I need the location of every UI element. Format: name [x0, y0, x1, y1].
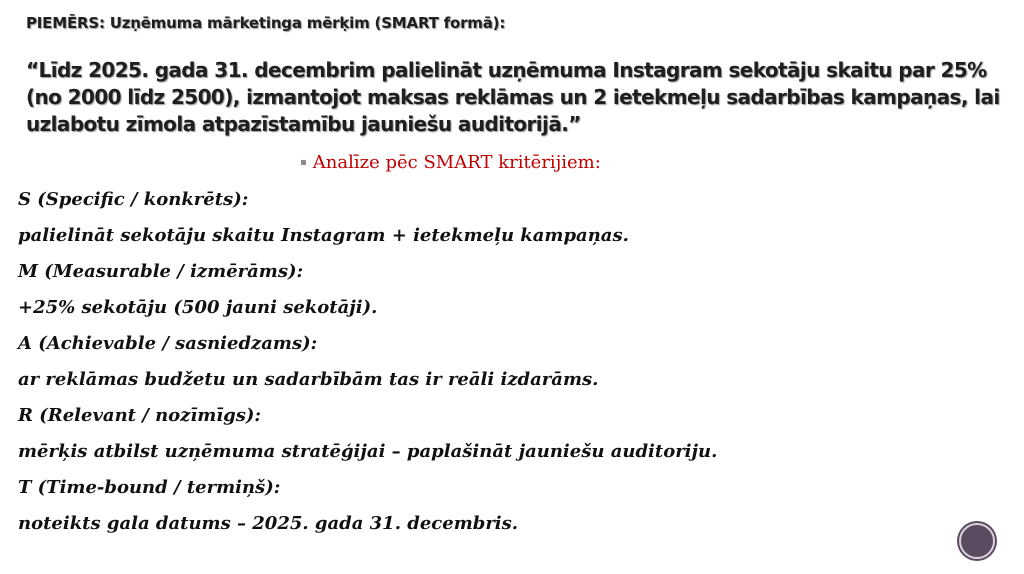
- criterion-t-description: noteikts gala datums – 2025. gada 31. decembris.: [18, 513, 519, 534]
- square-bullet-icon: ▪: [300, 157, 307, 168]
- criterion-m-title: M (Measurable / izmērāms):: [18, 261, 304, 282]
- analysis-heading: [300, 152, 601, 173]
- smart-goal-quote: “Līdz 2025. gada 31. decembrim palielināt uzņēmuma Instagram sekotāju skaitu par 25% (no 2000 līdz 2500), izmantojot maksas reklāmas un 2 ietekmeļu sadarbības kampaņas, lai uzlabotu zīmola atpazīstamību jauniešu auditorijā.”: [26, 58, 1000, 136]
- criterion-r-description: mērķis atbilst uzņēmuma stratēģijai – paplašināt jauniešu auditoriju.: [18, 441, 718, 462]
- criterion-s-description: palielināt sekotāju skaitu Instagram + ietekmeļu kampaņas.: [18, 225, 629, 246]
- criterion-r-title: R (Relevant / nozīmīgs):: [18, 405, 261, 426]
- criterion-s-title: S (Specific / konkrēts):: [18, 189, 249, 210]
- criterion-a-description: ar reklāmas budžetu un sadarbībām tas ir reāli izdarāms.: [18, 369, 599, 390]
- decorative-circle-icon: [959, 523, 995, 559]
- criterion-t-title: T (Time-bound / termiņš):: [18, 477, 281, 498]
- criterion-m-description: +25% sekotāju (500 jauni sekotāji).: [18, 297, 378, 318]
- criterion-a-title: A (Achievable / sasniedzams):: [18, 333, 318, 354]
- smart-criteria-list: [18, 186, 978, 546]
- analysis-label: Analīze pēc SMART kritērijiem:: [312, 152, 601, 173]
- slide-heading: PIEMĒRS: Uzņēmuma mārketinga mērķim (SMART formā):: [26, 14, 506, 32]
